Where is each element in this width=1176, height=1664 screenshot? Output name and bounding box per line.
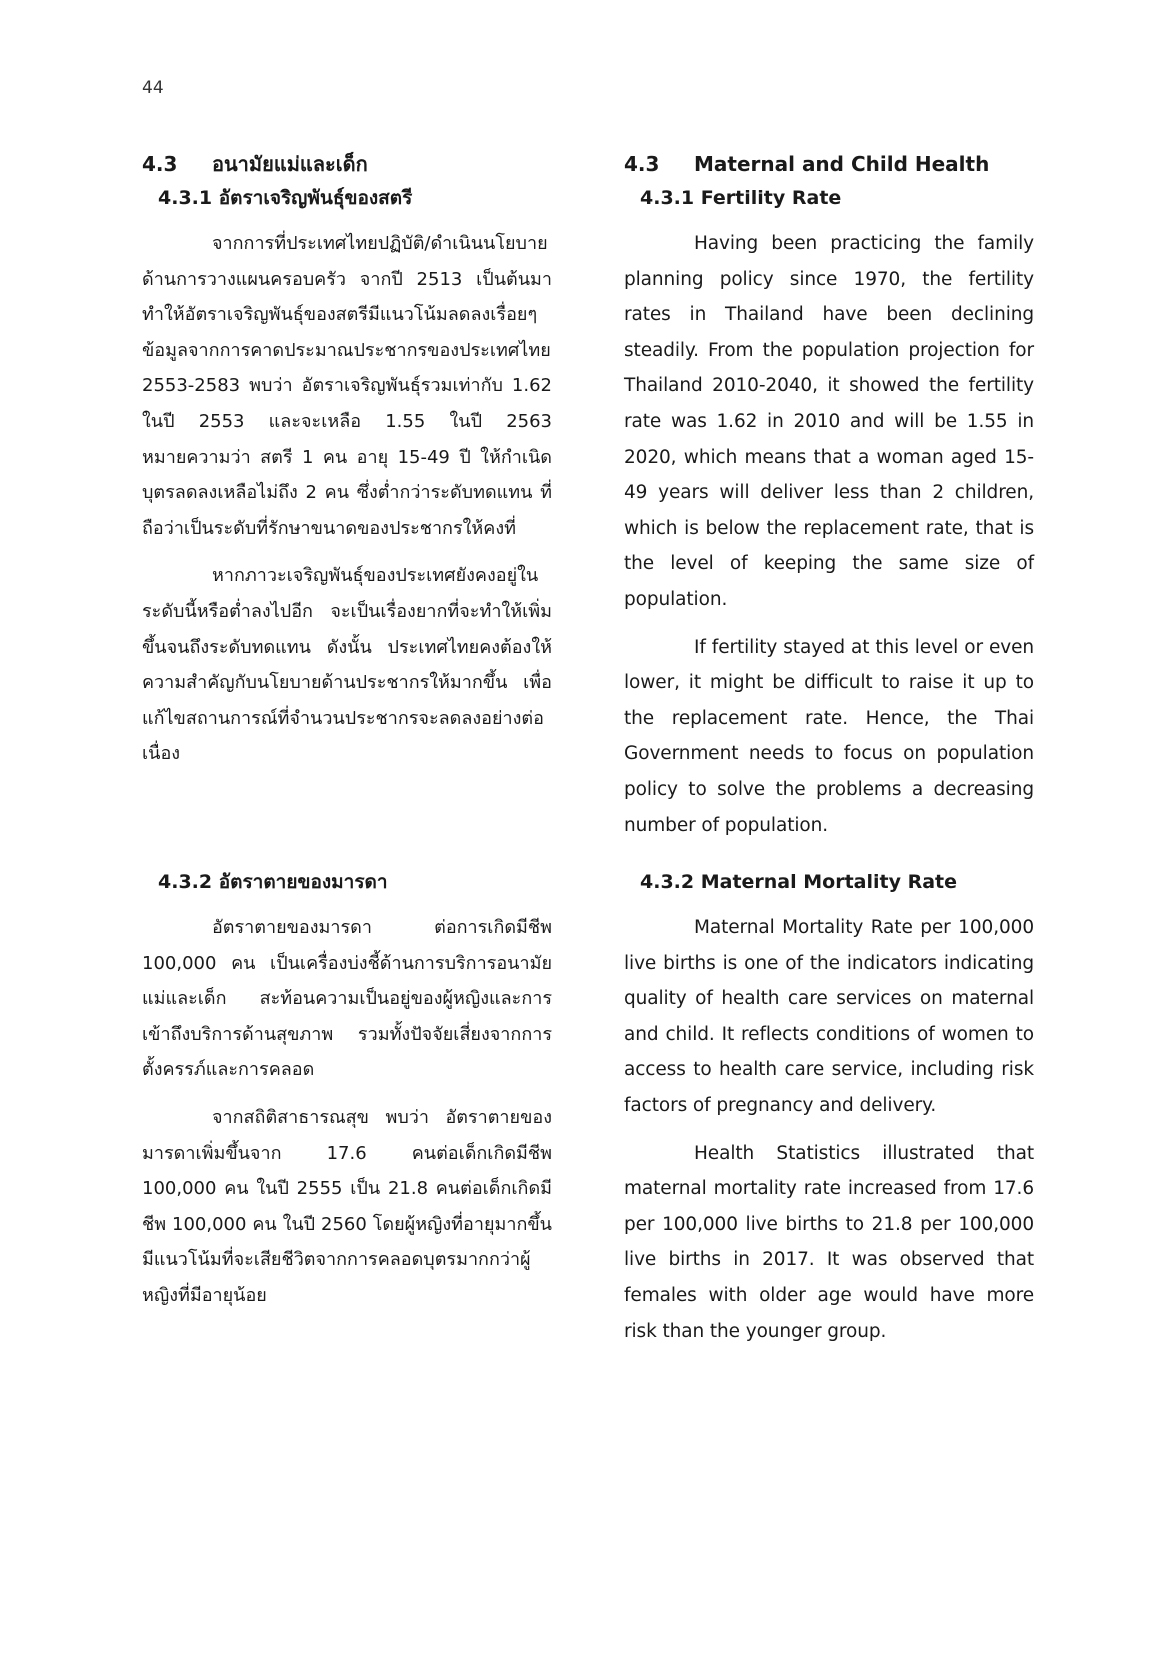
- thai-column-fertility: [142, 150, 552, 784]
- english-column-mortality: [624, 868, 1034, 1361]
- thai-column-mortality: [142, 868, 552, 1326]
- english-mortality-heading: 4.3.2 Maternal Mortality Rate: [640, 871, 958, 893]
- thai-section-title: อนามัยแม่และเด็ก: [212, 152, 368, 176]
- thai-mortality-paragraph-2: จากสถิติสาธารณสุข พบว่า อัตราตายของมารดาเพิ่มขึ้นจาก 17.6 คนต่อเด็กเกิดมีชีพ 100,000 คน ในปี 2555 เป็น 21.8 คนต่อเด็กเกิดมีชีพ 100,000 คน ในปี 2560 โดยผู้หญิงที่อายุมากขึ้นมีแนวโน้มที่จะเสียชีวิตจากการคลอดบุตรมากกว่าผู้หญิงที่มีอายุน้อย: [142, 1106, 552, 1306]
- thai-fertility-heading: 4.3.1 อัตราเจริญพันธุ์ของสตรี: [158, 187, 413, 209]
- english-fertility-paragraph-1: Having been practicing the family planning policy since 1970, the fertility rates in Thailand have been declining steadily. From the population projection for Thailand 2010-2040, it showed the fertility rate was 1.62 in 2010 and will be 1.55 in 2020, which means that a woman aged 15-49 years will deliver less than 2 children, which is below the replacement rate, that is the level of keeping the same size of population.: [624, 233, 1034, 610]
- thai-fertility-paragraph-1: จากการที่ประเทศไทยปฏิบัติ/ดำเนินนโยบายด้านการวางแผนครอบครัว จากปี 2513 เป็นต้นมา ทำให้อัตราเจริญพันธุ์ของสตรีมีแนวโน้มลดลงเรื่อยๆ ข้อมูลจากการคาดประมาณประชากรของประเทศไทย 2553-2583 พบว่า อัตราเจริญพันธุ์รวมเท่ากับ 1.62 ในปี 2553 และจะเหลือ 1.55 ในปี 2563 หมายความว่า สตรี 1 คน อายุ 15-49 ปี ให้กำเนิดบุตรลดลงเหลือไม่ถึง 2 คน ซึ่งต่ำกว่าระดับทดแทน ที่ถือว่าเป็นระดับที่รักษาขนาดของประชากรให้คงที่: [142, 233, 552, 539]
- thai-fertility-paragraph-2: หากภาวะเจริญพันธุ์ของประเทศยังคงอยู่ในระดับนี้หรือต่ำลงไปอีก จะเป็นเรื่องยากที่จะทำให้เพิ่มขึ้นจนถึงระดับทดแทน ดังนั้น ประเทศไทยคงต้องให้ความสำคัญกับนโยบายด้านประชากรให้มากขึ้น เพื่อแก้ไขสถานการณ์ที่จำนวนประชากรจะลดลงอย่างต่อเนื่อง: [142, 565, 552, 765]
- thai-mortality-paragraph-1: อัตราตายของมารดา ต่อการเกิดมีชีพ 100,000 คน เป็นเครื่องบ่งชี้ด้านการบริการอนามัยแม่และเด็ก สะท้อนความเป็นอยู่ของผู้หญิงและการเข้าถึงบริการด้านสุขภาพ รวมทั้งปัจจัยเสี่ยงจากการตั้งครรภ์และการคลอด: [142, 917, 552, 1081]
- thai-section-number: 4.3: [142, 152, 178, 176]
- english-section-number: 4.3: [624, 152, 660, 176]
- english-column-fertility: [624, 150, 1034, 855]
- english-section-title: Maternal and Child Health: [694, 152, 990, 176]
- english-mortality-paragraph-1: Maternal Mortality Rate per 100,000 live births is one of the indicators indicating quality of health care services on maternal and child. It reflects conditions of women to access to health care service, including risk factors of pregnancy and delivery.: [624, 917, 1034, 1116]
- english-fertility-heading: 4.3.1 Fertility Rate: [640, 187, 842, 209]
- english-section-heading: [624, 150, 1034, 178]
- english-mortality-paragraph-2: Health Statistics illustrated that maternal mortality rate increased from 17.6 per 100,000 live births to 21.8 per 100,000 live births in 2017. It was observed that females with older age would have more risk than the younger group.: [624, 1142, 1034, 1342]
- english-fertility-paragraph-2: If fertility stayed at this level or even lower, it might be difficult to raise it up to the replacement rate. Hence, the Thai Government needs to focus on population policy to solve the problems a decreasing number of population.: [624, 636, 1034, 836]
- thai-mortality-heading: 4.3.2 อัตราตายของมารดา: [158, 871, 388, 893]
- thai-section-heading: [142, 150, 552, 178]
- page-number: 44: [142, 78, 164, 98]
